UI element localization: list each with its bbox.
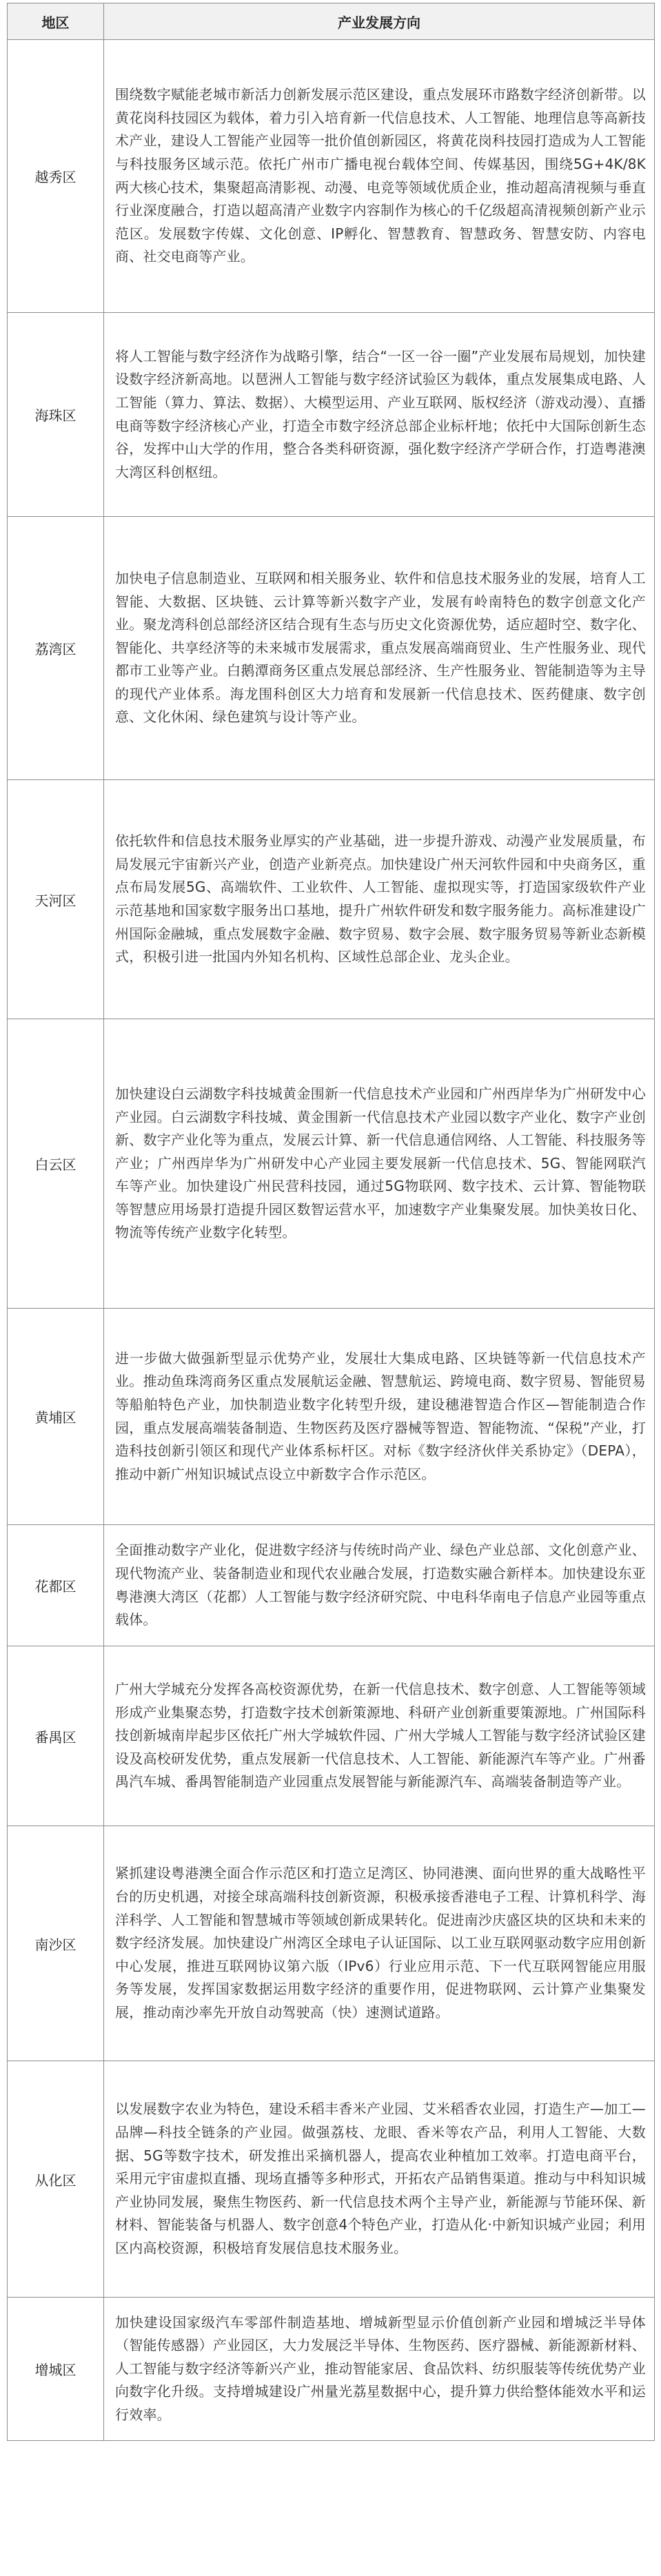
direction-cell: 围绕数字赋能老城市新活力创新发展示范区建设，重点发展环市路数字经济创新带。以黄花岗科技园区为载体，着力引入培育新一代信息技术、人工智能、地理信息等高新技术产业，建设人工智能产业园等一批价值创新园区，将黄花岗科技园打造成为人工智能与科技服务区域示范。依托广州市广播电视台载体空间、传媒基因，围绕5G+4K/8K两大核心技术，集聚超高清影视、动漫、电竞等领域优质企业，推动超高清视频与垂直行业深度融合，打造以超高清产业数字内容制作为核心的千亿级超高清视频创新产业示范区。发展数字传媒、文化创意、IP孵化、智慧教育、智慧政务、智慧安防、内容电商、社交电商等产业。 bbox=[104, 40, 655, 313]
table-row bbox=[8, 40, 655, 313]
direction-cell: 将人工智能与数字经济作为战略引擎，结合“一区一谷一圈”产业发展布局规划，加快建设数字经济新高地。以琶洲人工智能与数字经济试验区为载体，重点发展集成电路、人工智能（算力、算法、数据）、大模型运用、产业互联网、版权经济（游戏动漫）、直播电商等数字经济核心产业，打造全市数字经济总部企业标杆地；依托中大国际创新生态谷，发挥中山大学的作用，整合各类科研资源，强化数字经济产学研合作，打造粤港澳大湾区科创枢纽。 bbox=[104, 313, 655, 517]
table-header bbox=[8, 3, 655, 40]
table-row bbox=[8, 1019, 655, 1309]
region-cell: 荔湾区 bbox=[8, 517, 104, 780]
table-row bbox=[8, 517, 655, 780]
direction-cell: 广州大学城充分发挥各高校资源优势，在新一代信息技术、数字创意、人工智能等领域形成产业集聚态势，打造数字技术创新策源地、科研产业创新重要策源地。广州国际科技创新城南岸起步区依托广州大学城软件园、广州大学城人工智能与数字经济试验区建设及高校研发优势，重点发展新一代信息技术、人工智能、新能源汽车等产业。广州番禺汽车城、番禺智能制造产业园重点发展智能与新能源汽车、高端装备制造等产业。 bbox=[104, 1646, 655, 1826]
direction-cell: 加快建设白云湖数字科技城黄金围新一代信息技术产业园和广州西岸华为广州研发中心产业园。白云湖数字科技城、黄金围新一代信息技术产业园以数字产业化、数字产业创新、数字产业化等为重点，发展云计算、新一代信息通信网络、人工智能、科技服务等产业；广州西岸华为广州研发中心产业园主要发展新一代信息技术、5G、智能网联汽车等产业。加快建设广州民营科技园，通过5G物联网、数字技术、云计算、智能物联等智慧应用场景打造提升园区数智运营水平，加速数字产业集聚发展。加快美妆日化、物流等传统产业数字化转型。 bbox=[104, 1019, 655, 1309]
table-row bbox=[8, 2298, 655, 2441]
table-row bbox=[8, 313, 655, 517]
region-cell: 花都区 bbox=[8, 1525, 104, 1646]
table-row bbox=[8, 1646, 655, 1826]
industry-development-table bbox=[7, 3, 655, 2441]
table-row bbox=[8, 1525, 655, 1646]
header-region: 地区 bbox=[8, 3, 104, 40]
table-row bbox=[8, 780, 655, 1019]
direction-cell: 全面推动数字产业化，促进数字经济与传统时尚产业、绿色产业总部、文化创意产业、现代物流产业、装备制造业和现代农业融合发展，打造数实融合新样本。加快建设东亚粤港澳大湾区（花都）人工智能与数字经济研究院、中电科华南电子信息产业园等重点载体。 bbox=[104, 1525, 655, 1646]
direction-cell: 进一步做大做强新型显示优势产业，发展壮大集成电路、区块链等新一代信息技术产业。推动鱼珠湾商务区重点发展航运金融、智慧航运、跨境电商、数字贸易、智能贸易等船舶特色产业，加快制造业数字化转型升级，建设穗港智造合作区—智能制造合作园，重点发展高端装备制造、生物医药及医疗器械等智造、智能物流、“保税”产业，打造科技创新引领区和现代产业体系标杆区。对标《数字经济伙伴关系协定》（DEPA），推动中新广州知识城试点设立中新数字合作示范区。 bbox=[104, 1309, 655, 1525]
direction-cell: 以发展数字农业为特色，建设禾稻丰香米产业园、艾米稻香农业园，打造生产—加工—品牌—科技全链条的产业园。做强荔枝、龙眼、香米等农产品，利用人工智能、大数据、5G等数字技术，研发推出采摘机器人，提高农业种植加工效率。打造电商平台，采用元宇宙虚拟直播、现场直播等多种形式，开拓农产品销售渠道。推动与中科知识城产业协同发展，聚焦生物医药、新一代信息技术两个主导产业，新能源与节能环保、新材料、智能装备与机器人、数字创意4个特色产业，打造从化·中新知识城产业园；利用区内高校资源，积极培育发展信息技术服务业。 bbox=[104, 2061, 655, 2298]
region-cell: 番禺区 bbox=[8, 1646, 104, 1826]
header-direction: 产业发展方向 bbox=[104, 3, 655, 40]
region-cell: 南沙区 bbox=[8, 1826, 104, 2061]
region-cell: 越秀区 bbox=[8, 40, 104, 313]
region-cell: 海珠区 bbox=[8, 313, 104, 517]
region-cell: 天河区 bbox=[8, 780, 104, 1019]
region-cell: 从化区 bbox=[8, 2061, 104, 2298]
direction-cell: 加快建设国家级汽车零部件制造基地、增城新型显示价值创新产业园和增城泛半导体（智能传感器）产业园区，大力发展泛半导体、生物医药、医疗器械、新能源新材料、人工智能与数字经济等新兴产业，推动智能家居、食品饮料、纺织服装等传统优势产业向数字化升级。支持增城建设广州量光荔星数据中心，提升算力供给整体能效水平和运行效率。 bbox=[104, 2298, 655, 2441]
direction-cell: 依托软件和信息技术服务业厚实的产业基础，进一步提升游戏、动漫产业发展质量，布局发展元宇宙新兴产业，创造产业新亮点。加快建设广州天河软件园和中央商务区，重点布局发展5G、高端软件、工业软件、人工智能、虚拟现实等，打造国家级软件产业示范基地和国家数字服务出口基地，提升广州软件研发和数字服务能力。高标准建设广州国际金融城，重点发展数字金融、数字贸易、数字会展、数字服务贸易等新业态新模式，积极引进一批国内外知名机构、区域性总部企业、龙头企业。 bbox=[104, 780, 655, 1019]
region-cell: 增城区 bbox=[8, 2298, 104, 2441]
region-cell: 黄埔区 bbox=[8, 1309, 104, 1525]
header-row bbox=[8, 3, 655, 40]
table-row bbox=[8, 1309, 655, 1525]
table-body bbox=[8, 40, 655, 2441]
direction-cell: 加快电子信息制造业、互联网和相关服务业、软件和信息技术服务业的发展，培育人工智能、大数据、区块链、云计算等新兴数字产业，发展有岭南特色的数字创意文化产业。聚龙湾科创总部经济区结合现有生态与历史文化资源优势，适应超时空、数字化、智能化、共享经济等的未来城市发展需求，重点发展高端商贸业、生产性服务业、现代都市工业等产业。白鹅潭商务区重点发展总部经济、生产性服务业、智能制造等为主导的现代产业体系。海龙围科创区大力培育和发展新一代信息技术、医药健康、数字创意、文化休闲、绿色建筑与设计等产业。 bbox=[104, 517, 655, 780]
table-row bbox=[8, 1826, 655, 2061]
table-row bbox=[8, 2061, 655, 2298]
region-cell: 白云区 bbox=[8, 1019, 104, 1309]
direction-cell: 紧抓建设粤港澳全面合作示范区和打造立足湾区、协同港澳、面向世界的重大战略性平台的历史机遇，对接全球高端科技创新资源，积极承接香港电子工程、计算机科学、海洋科学、人工智能和智慧城市等领域创新成果转化。促进南沙庆盛区块的区块和未来的数字经济发展。加快建设广州湾区全球电子认证国际、以工业互联网驱动数字应用创新中心发展，推进互联网协议第六版（IPv6）行业应用示范、下一代互联网智能应用服务等发展，发挥国家数据运用数字经济的重要作用，促进物联网、云计算产业集聚发展，推动南沙率先开放自动驾驶高（快）速测试道路。 bbox=[104, 1826, 655, 2061]
